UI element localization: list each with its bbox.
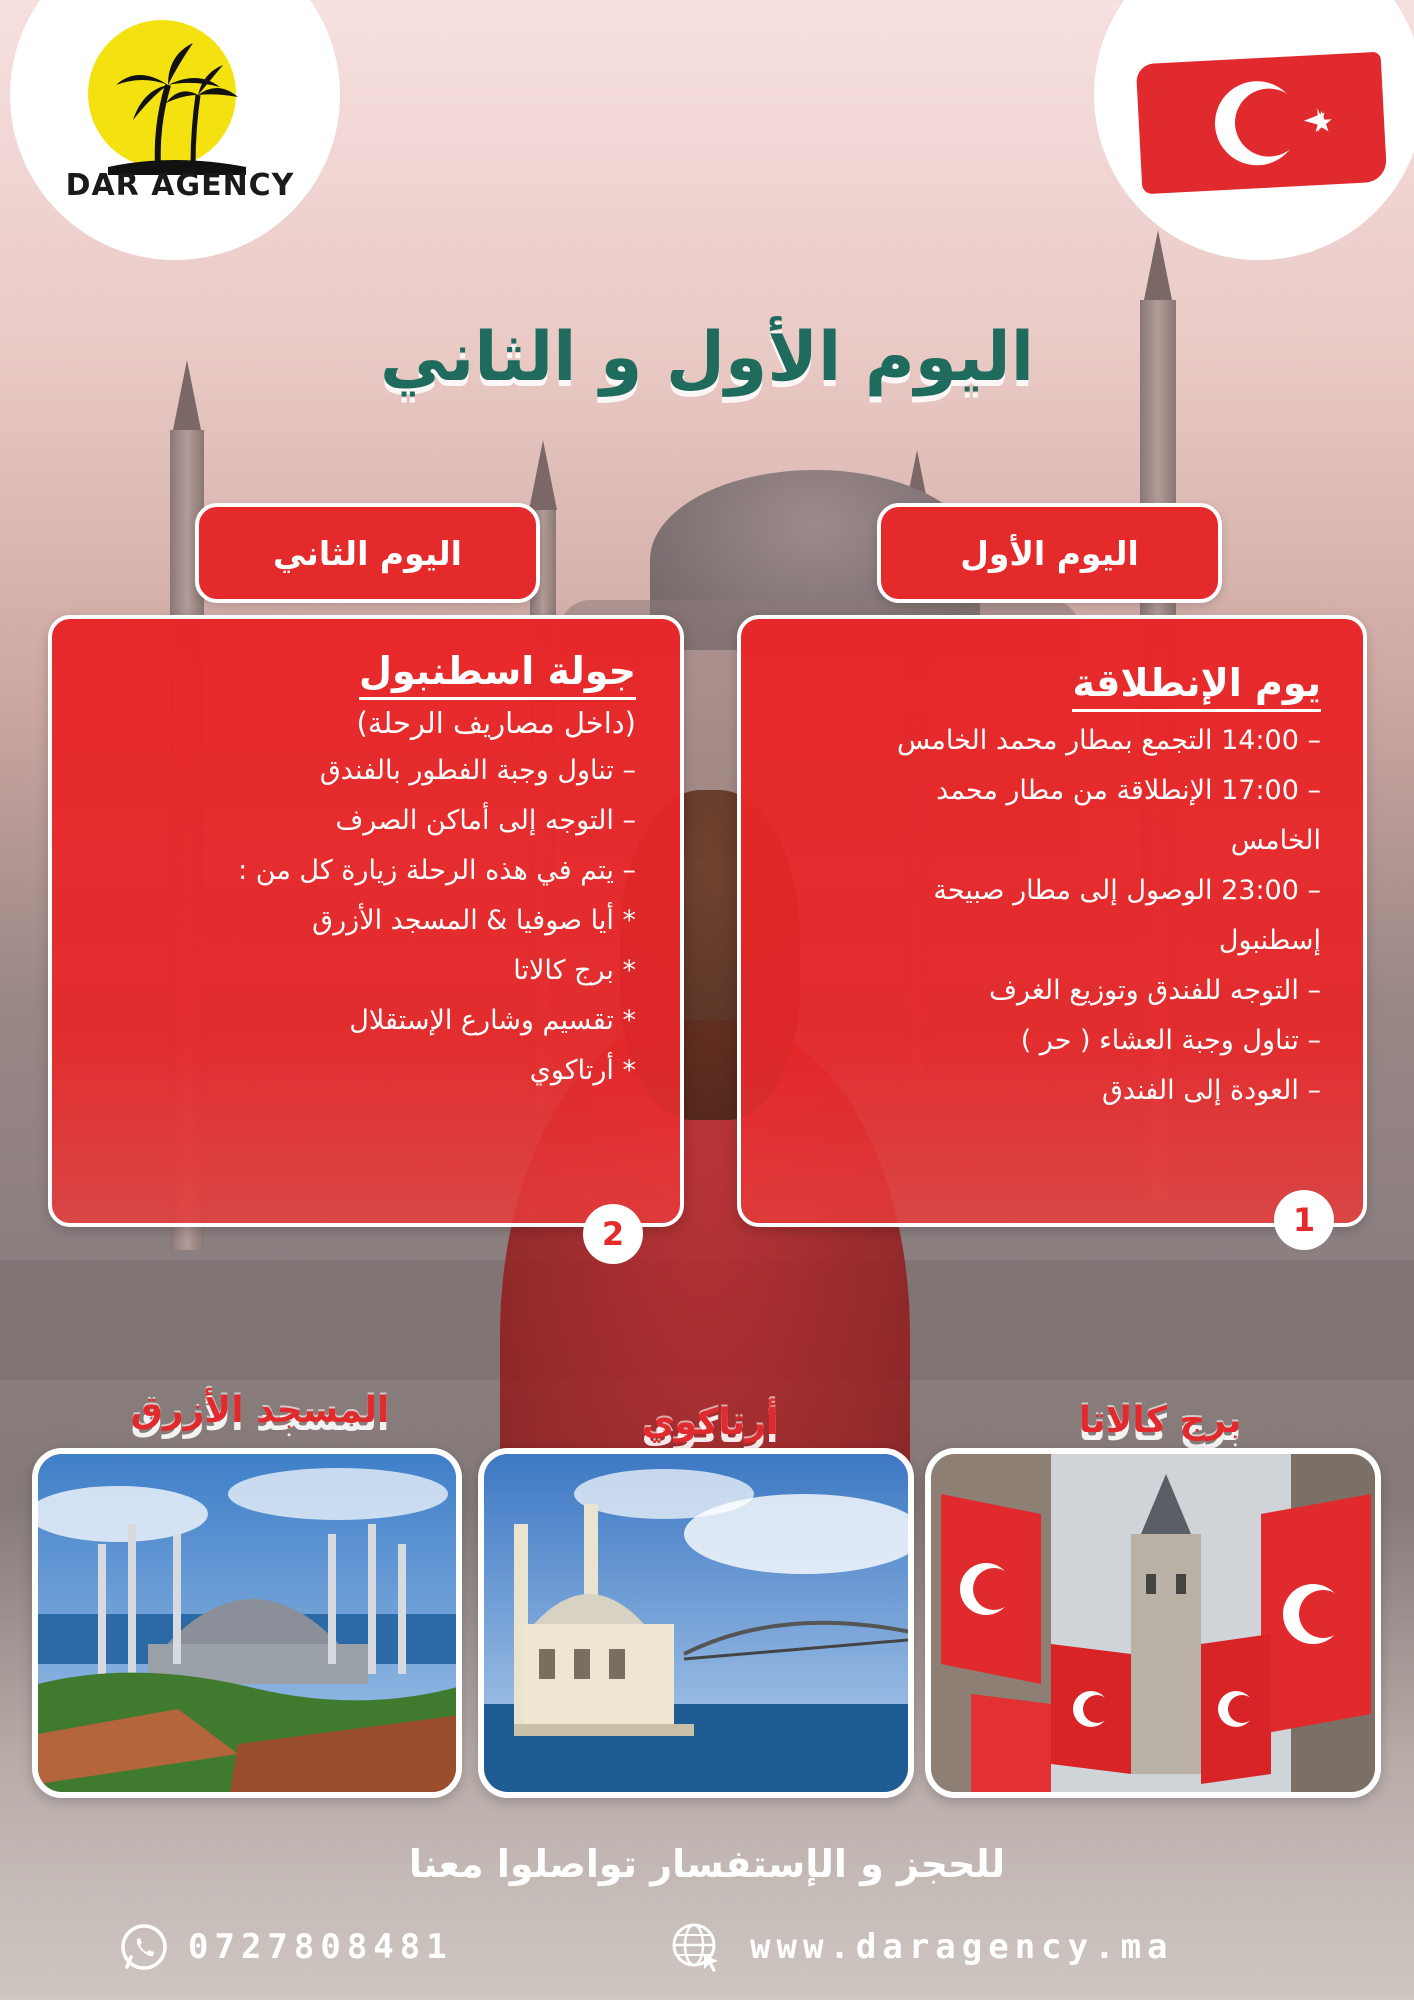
day-1-card: [737, 615, 1367, 1227]
whatsapp-icon: [118, 1921, 170, 1973]
photo-ortakoy: [478, 1448, 914, 1798]
photo-title-ortakoy: أرتاكوي: [641, 1402, 779, 1443]
tab-day-2: [195, 503, 540, 603]
day-2-badge: 2: [583, 1204, 643, 1264]
day-2-line: * أرتاكوي: [529, 1055, 636, 1086]
day-1-line: إسطنبول: [1218, 925, 1321, 956]
day-2-line: * تقسيم وشارع الإستقلال: [349, 1005, 636, 1036]
phone-number[interactable]: 0727808481: [188, 1927, 453, 1967]
photo-blue-mosque: [32, 1448, 462, 1798]
page-title: اليوم الأول و الثاني: [379, 318, 1035, 397]
day-1-line: – العودة إلى الفندق: [1101, 1075, 1321, 1106]
day-1-line: – 14:00 التجمع بمطار محمد الخامس: [897, 725, 1321, 756]
palm-tree-icon: [98, 25, 248, 175]
logo-text: DAR AGENCY: [65, 168, 295, 203]
day-1-line: – تناول وجبة العشاء ( حر ): [1020, 1025, 1321, 1056]
day-2-card: [48, 615, 684, 1227]
website-link[interactable]: www.daragency.ma: [750, 1927, 1174, 1967]
day-2-heading: جولة اسطنبول: [359, 649, 636, 700]
phone-row: [118, 1917, 518, 1977]
day-1-heading: يوم الإنطلاقة: [1072, 661, 1321, 712]
day-1-line: الخامس: [1230, 825, 1321, 856]
day-1-badge: 1: [1274, 1190, 1334, 1250]
tab-day-2-label: اليوم الثاني: [273, 533, 462, 573]
day-2-line: * برج كالاتا: [513, 955, 636, 986]
day-2-line: * أيا صوفيا & المسجد الأزرق: [312, 905, 636, 936]
photo-title-galata-tower: برج كالاتا: [1078, 1400, 1242, 1441]
day-1-line: – التوجه للفندق وتوزيع الغرف: [989, 975, 1321, 1006]
day-1-line: – 23:00 الوصول إلى مطار صبيحة: [933, 875, 1321, 906]
day-1-line: – 17:00 الإنطلاقة من مطار محمد: [936, 775, 1321, 806]
tab-day-1-label: اليوم الأول: [960, 533, 1139, 573]
photo-galata-tower: [925, 1448, 1381, 1798]
tab-day-1: [877, 503, 1222, 603]
globe-icon: [668, 1919, 724, 1975]
day-2-line: – تناول وجبة الفطور بالفندق: [319, 755, 636, 786]
photo-title-blue-mosque: المسجد الأزرق: [130, 1390, 390, 1431]
contact-cta: للحجز و الإستفسار تواصلوا معنا: [408, 1842, 1006, 1886]
turkey-flag-icon: [1136, 52, 1387, 195]
day-2-line: – يتم في هذه الرحلة زيارة كل من :: [238, 855, 636, 886]
website-row: [668, 1917, 1358, 1977]
day-2-line: – التوجه إلى أماكن الصرف: [335, 805, 636, 836]
day-2-subheading: (داخل مصاريف الرحلة): [356, 706, 636, 740]
